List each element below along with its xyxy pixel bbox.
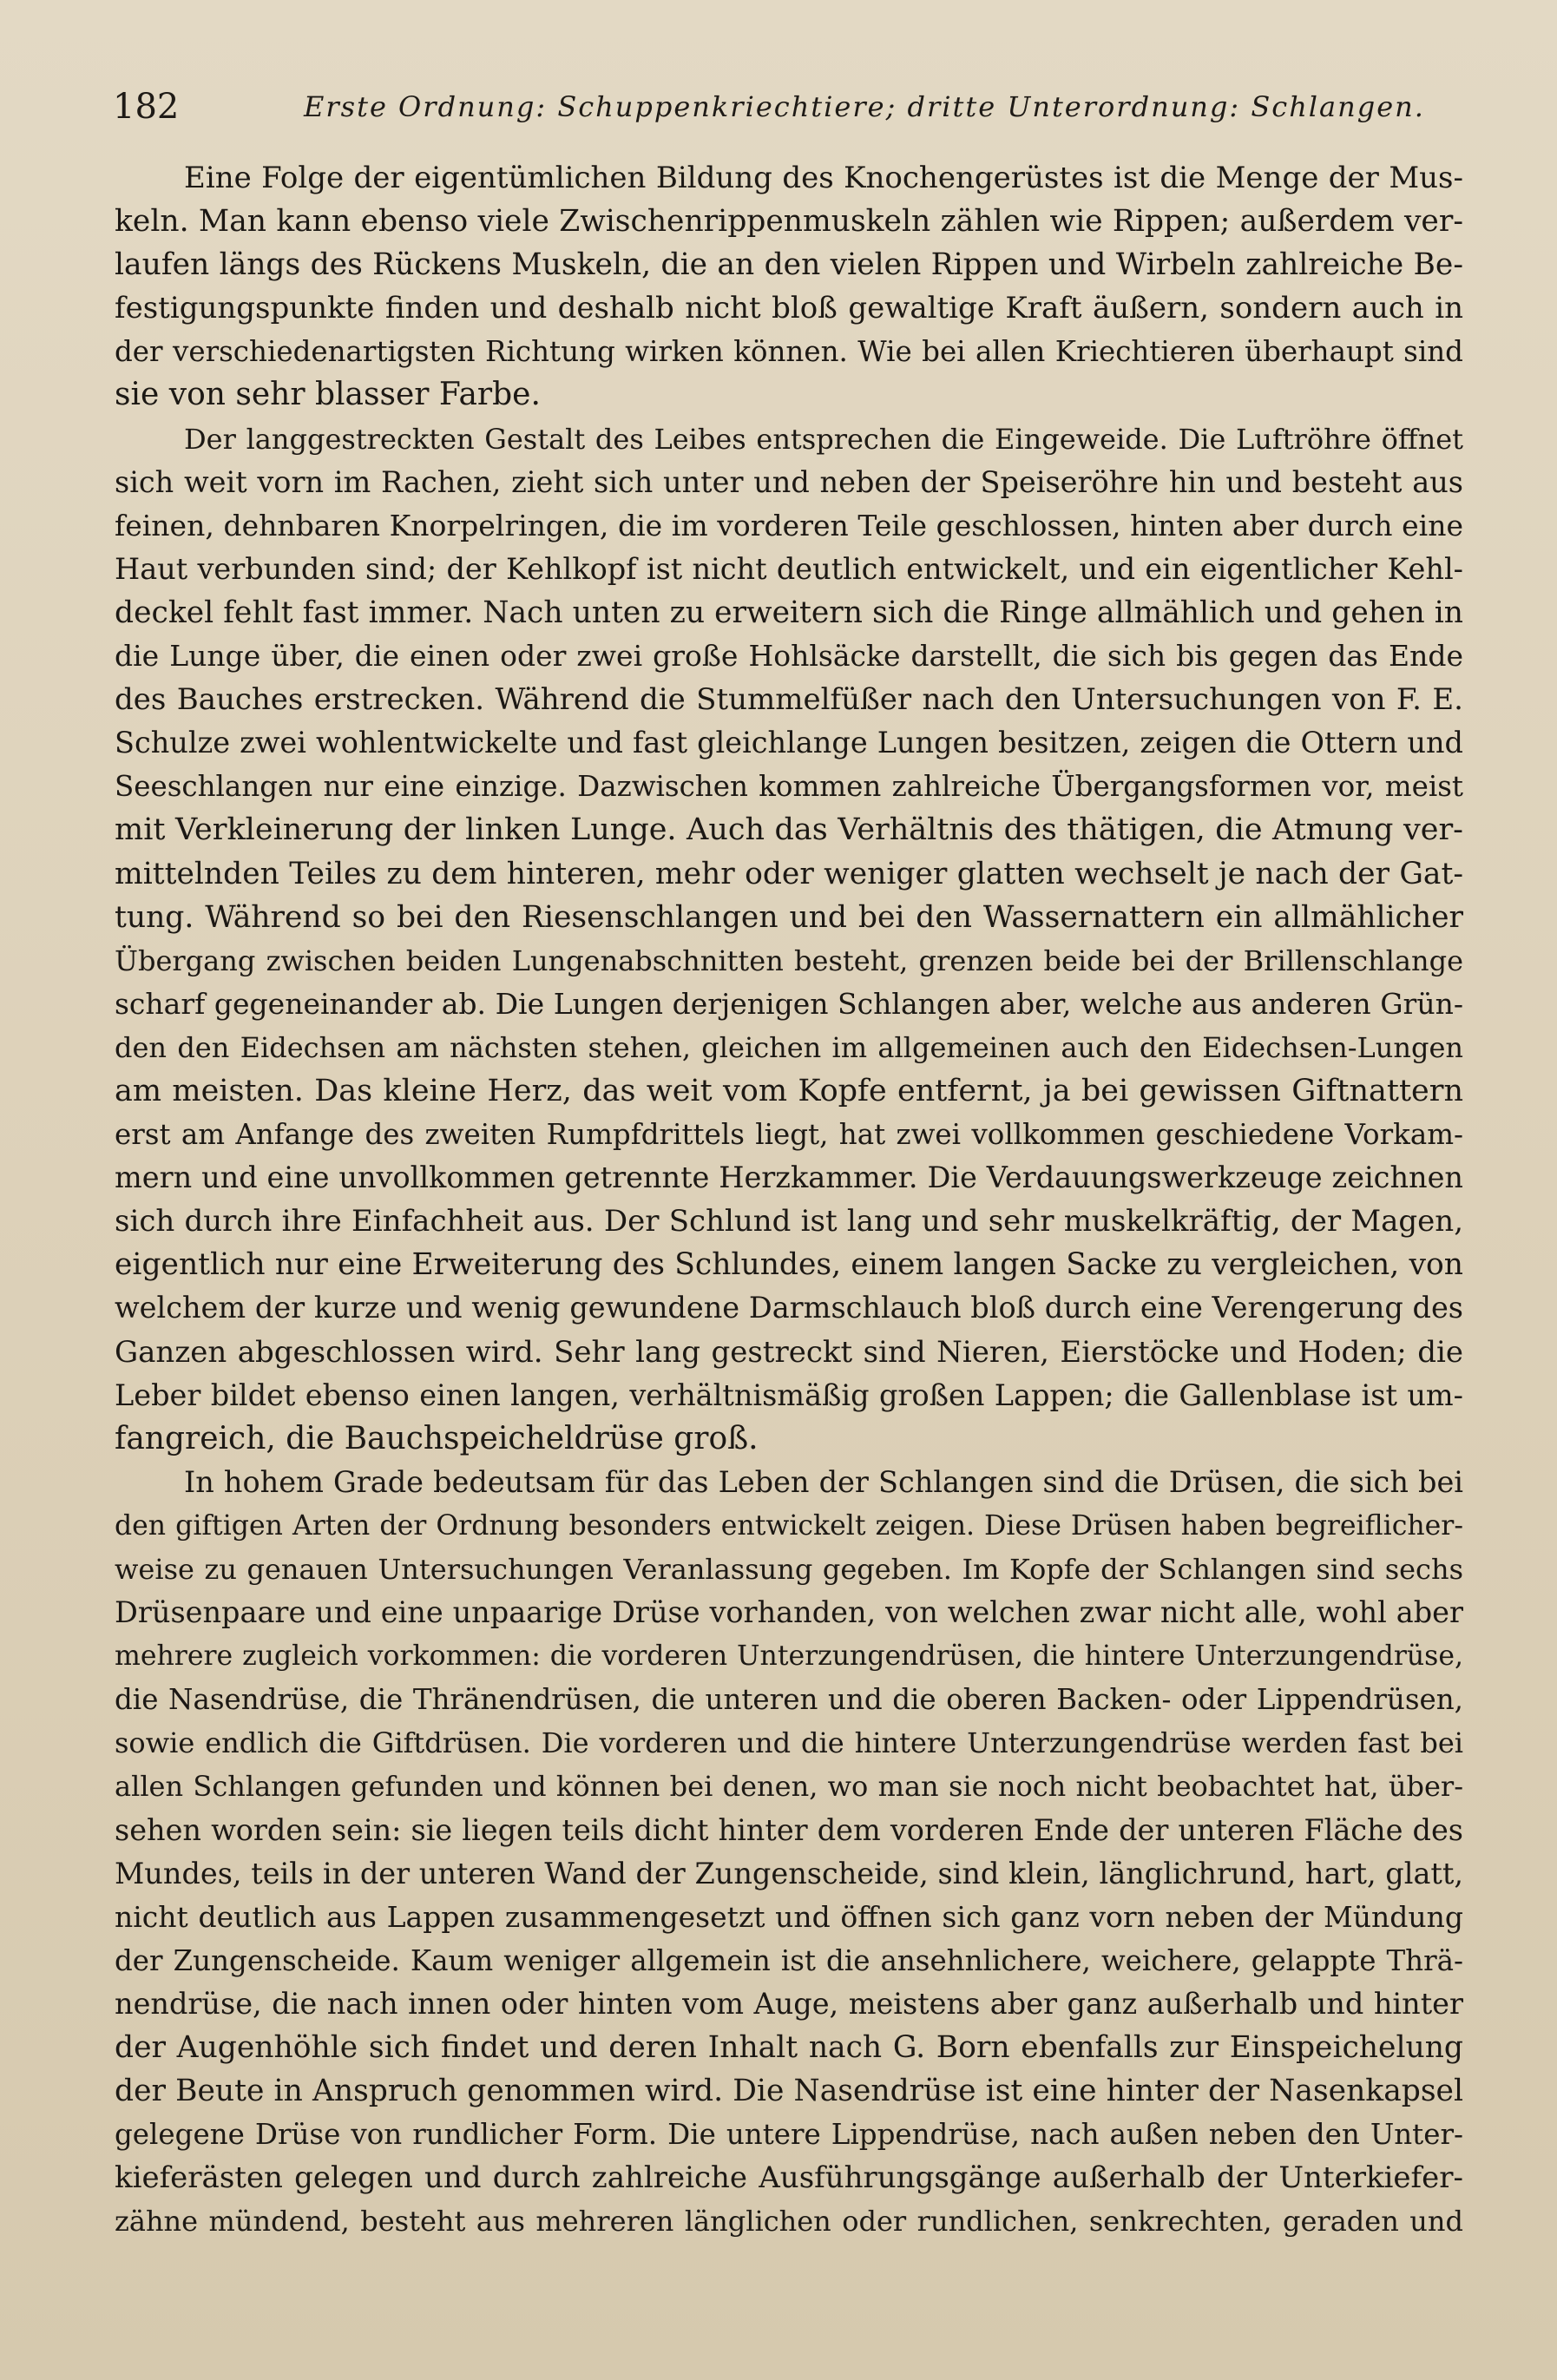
text-line: die Nasendrüse, die Thränendrüsen, die unteren und die oberen Backen- oder Lippendrüsen, <box>115 1683 1463 1717</box>
text-line: fangreich, die Bauchspeicheldrüse groß. <box>115 1420 759 1456</box>
body-text <box>115 156 1463 2244</box>
text-line: Schulze zwei wohlentwickelte und fast gleichlange Lungen besitzen, zeigen die Ottern und <box>115 726 1463 760</box>
text-line: mern und eine unvollkommen getrennte Herzkammer. Die Verdauungswerkzeuge zeichnen <box>115 1160 1463 1195</box>
text-line: eigentlich nur eine Erweiterung des Schlundes, einem langen Sacke zu vergleichen, von <box>115 1247 1463 1283</box>
text-line: mit Verkleinerung der linken Lunge. Auch das Verhältnis des thätigen, die Atmung ver- <box>115 812 1463 848</box>
text-line: Der langgestreckten Gestalt des Leibes entsprechen die Eingeweide. Die Luftröhre öffnet <box>184 422 1463 456</box>
text-line: des Bauches erstrecken. Während die Stummelfüßer nach den Untersuchungen von F. E. <box>115 682 1463 718</box>
text-line: festigungspunkte finden und deshalb nicht bloß gewaltige Kraft äußern, sondern auch in <box>115 291 1463 326</box>
text-line: weise zu genauen Untersuchungen Veranlassung gegeben. Im Kopfe der Schlangen sind sechs <box>115 1553 1463 1586</box>
text-line: sehen worden sein: sie liegen teils dicht hinter dem vorderen Ende der unteren Fläche des <box>115 1812 1463 1847</box>
text-line: allen Schlangen gefunden und können bei denen, wo man sie noch nicht beobachtet hat, über- <box>115 1770 1463 1804</box>
text-line: welchem der kurze und wenig gewundene Darmschlauch bloß durch eine Verengerung des <box>115 1291 1463 1325</box>
text-line: Übergang zwischen beiden Lungenabschnitten besteht, grenzen beide bei der Brillenschlange <box>115 943 1463 977</box>
text-line: tung. Während so bei den Riesenschlangen und bei den Wassernattern ein allmählicher <box>115 899 1463 935</box>
text-line: zähne mündend, besteht aus mehreren länglichen oder rundlichen, senkrechten, geraden und <box>115 2205 1463 2239</box>
text-line: der Beute in Anspruch genommen wird. Die Nasendrüse ist eine hinter der Nasenkapsel <box>115 2074 1463 2109</box>
text-line: Haut verbunden sind; der Kehlkopf ist nicht deutlich entwickelt, und ein eigentlicher Kehl- <box>115 551 1463 586</box>
text-line: kieferästen gelegen und durch zahlreiche Ausführungsgänge außerhalb der Unterkiefer- <box>115 2160 1463 2196</box>
text-line: feinen, dehnbaren Knorpelringen, die im vorderen Teile geschlossen, hinten aber durch eine <box>115 508 1463 542</box>
text-line: sich weit vorn im Rachen, zieht sich unter und neben der Speiseröhre hin und besteht aus <box>115 464 1463 499</box>
text-line: der Augenhöhle sich findet und deren Inhalt nach G. Born ebenfalls zur Einspeichelung <box>115 2030 1463 2066</box>
text-line: die Lunge über, die einen oder zwei große Hohlsäcke darstellt, die sich bis gegen das Ende <box>115 639 1463 674</box>
text-line: keln. Man kann ebenso viele Zwischenrippenmuskeln zählen wie Rippen; außerdem ver- <box>115 204 1463 240</box>
text-line: scharf gegeneinander ab. Die Lungen derjenigen Schlangen aber, welche aus anderen Grün- <box>115 986 1463 1021</box>
text-line: sie von sehr blasser Farbe. <box>115 377 541 413</box>
text-line: Ganzen abgeschlossen wird. Sehr lang gestreckt sind Nieren, Eierstöcke und Hoden; die <box>115 1334 1463 1370</box>
text-line: gelegene Drüse von rundlicher Form. Die untere Lippendrüse, nach außen neben den Unter- <box>115 2118 1463 2152</box>
running-head: Erste Ordnung: Schuppenkriechtiere; dritte Unterordnung: Schlangen. <box>304 90 1425 123</box>
text-line: laufen längs des Rückens Muskeln, die an den vielen Rippen und Wirbeln zahlreiche Be- <box>115 247 1463 283</box>
text-line: den den Eidechsen am nächsten stehen, gleichen im allgemeinen auch den Eidechsen-Lungen <box>115 1030 1463 1064</box>
page-number: 182 <box>113 87 180 127</box>
text-line: am meisten. Das kleine Herz, das weit vom Kopfe entfernt, ja bei gewissen Giftnattern <box>115 1073 1463 1108</box>
text-line: Leber bildet ebenso einen langen, verhältnismäßig großen Lappen; die Gallenblase ist um- <box>115 1377 1463 1412</box>
text-line: Seeschlangen nur eine einzige. Dazwischen kommen zahlreiche Übergangsformen vor, meist <box>115 770 1463 804</box>
text-line: Eine Folge der eigentümlichen Bildung des Knochengerüstes ist die Menge der Mus- <box>184 161 1463 195</box>
text-line: den giftigen Arten der Ordnung besonders entwickelt zeigen. Diese Drüsen haben begreiflicher- <box>115 1509 1463 1542</box>
text-line: erst am Anfange des zweiten Rumpfdrittels liegt, hat zwei vollkommen geschiedene Vorkam- <box>115 1118 1463 1152</box>
text-line: der Zungenscheide. Kaum weniger allgemein ist die ansehnlichere, weichere, gelappte Thrä- <box>115 1943 1463 1977</box>
text-line: In hohem Grade bedeutsam für das Leben der Schlangen sind die Drüsen, die sich bei <box>184 1464 1463 1499</box>
text-line: Drüsenpaare und eine unpaarige Drüse vorhanden, von welchen zwar nicht alle, wohl aber <box>115 1595 1463 1630</box>
text-line: deckel fehlt fast immer. Nach unten zu erweitern sich die Ringe allmählich und gehen in <box>115 595 1463 630</box>
text-line: sich durch ihre Einfachheit aus. Der Schlund ist lang und sehr muskelkräftig, der Magen, <box>115 1204 1463 1239</box>
text-line: mittelnden Teiles zu dem hinteren, mehr oder weniger glatten wechselt je nach der Gat- <box>115 856 1463 891</box>
text-line: sowie endlich die Giftdrüsen. Die vorderen und die hintere Unterzungendrüse werden fast bei <box>115 1726 1463 1760</box>
text-line: der verschiedenartigsten Richtung wirken können. Wie bei allen Kriechtieren überhaupt sind <box>115 335 1463 369</box>
text-line: mehrere zugleich vorkommen: die vorderen Unterzungendrüsen, die hintere Unterzungendrüse, <box>115 1640 1463 1673</box>
page-header <box>113 87 1467 139</box>
text-line: Mundes, teils in der unteren Wand der Zungenscheide, sind klein, länglichrund, hart, glatt, <box>115 1856 1463 1890</box>
text-line: nicht deutlich aus Lappen zusammengesetzt und öffnen sich ganz vorn neben der Mündung <box>115 1899 1463 1934</box>
text-line: nendrüse, die nach innen oder hinten vom Auge, meistens aber ganz außerhalb und hinter <box>115 1986 1463 2021</box>
